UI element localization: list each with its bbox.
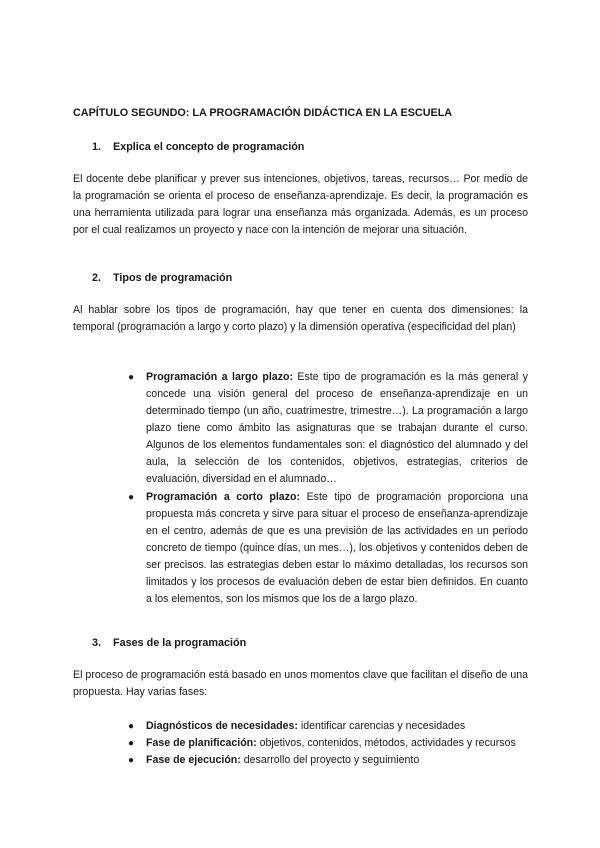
bullet-icon: ● xyxy=(128,755,135,766)
bullet-text: Este tipo de programación proporciona una propuesta más concreta y sirve para situar el proceso de enseñanza-aprendizaje en el centro, además de que es una previsión de las actividades en un periodo concreto de tiempo (quince días, un mes…), los objetivos y contenidos deben de ser precisos. las estrategias deben estar lo máximo detalladas, los recursos son limitados y los procesos de evaluación deben de estar bien definidos. En cuanto a los elementos, son los mismos que los de a largo plazo. xyxy=(146,491,528,605)
bullet-term: Fase de ejecución: xyxy=(146,754,241,766)
section-heading-concept xyxy=(92,139,304,156)
phases-bullet-list xyxy=(128,718,548,769)
bullet-icon: ● xyxy=(128,738,135,749)
types-bullet-list xyxy=(128,369,528,609)
section-heading-phases xyxy=(92,635,246,652)
list-item xyxy=(128,369,528,488)
list-item xyxy=(128,489,528,608)
bullet-icon: ● xyxy=(128,372,135,383)
bullet-term: Diagnósticos de necesidades: xyxy=(146,720,298,732)
bullet-icon: ● xyxy=(128,492,135,503)
bullet-text: objetivos, contenidos, métodos, actividades y recursos xyxy=(256,737,516,749)
bullet-text: identificar carencias y necesidades xyxy=(297,720,466,732)
section-title: Fases de la programación xyxy=(113,637,247,649)
chapter-title: CAPÍTULO SEGUNDO: LA PROGRAMACIÓN DIDÁCTICA EN LA ESCUELA xyxy=(73,107,453,119)
section-title: Explica el concepto de programación xyxy=(113,141,305,153)
paragraph-types: Al hablar sobre los tipos de programación, hay que tener en cuenta dos dimensiones: la temporal (programación a largo y corto plazo) y la dimensión operativa (especificidad del plan) xyxy=(73,304,528,333)
bullet-term: Programación a corto plazo: xyxy=(146,491,300,503)
list-item xyxy=(128,752,548,769)
list-item xyxy=(128,735,548,752)
bullet-term: Programación a largo plazo: xyxy=(146,371,293,383)
bullet-icon: ● xyxy=(128,721,135,732)
bullet-text: Este tipo de programación es la más general y concede una visión general del proceso de enseñanza-aprendizaje en un determinado tiempo (un año, cuatrimestre, trimestre…). La programación a largo plazo tiene como ámbito las asignaturas que se trabajan durante el curso. Algunos de los elementos fundamentales son: el diagnóstico del alumnado y del aula, la selección de los contenidos, objetivos, estrategias, criterios de evaluación, diversidad en el alumnado… xyxy=(146,371,528,485)
bullet-text: desarrollo del proyecto y seguimiento xyxy=(240,754,420,766)
section-number: 3. xyxy=(92,637,102,649)
section-number: 1. xyxy=(92,141,102,153)
paragraph-phases: El proceso de programación está basado en unos momentos clave que facilitan el diseño de una propuesta. Hay varias fases: xyxy=(73,669,528,698)
bullet-term: Fase de planificación: xyxy=(146,737,257,749)
section-title: Tipos de programación xyxy=(113,272,233,284)
section-heading-types xyxy=(92,270,232,287)
section-number: 2. xyxy=(92,272,102,284)
paragraph-concept: El docente debe planificar y prever sus intenciones, objetivos, tareas, recursos… Por medio de la programación se orienta el proceso de enseñanza-aprendizaje. Es decir, la programación es una herramienta utilizada para lograr una enseñanza más organizada. Además, es un proceso por el cual realizamos un proyecto y nace con la intención de mejorar una situación. xyxy=(73,173,528,236)
list-item xyxy=(128,718,548,735)
